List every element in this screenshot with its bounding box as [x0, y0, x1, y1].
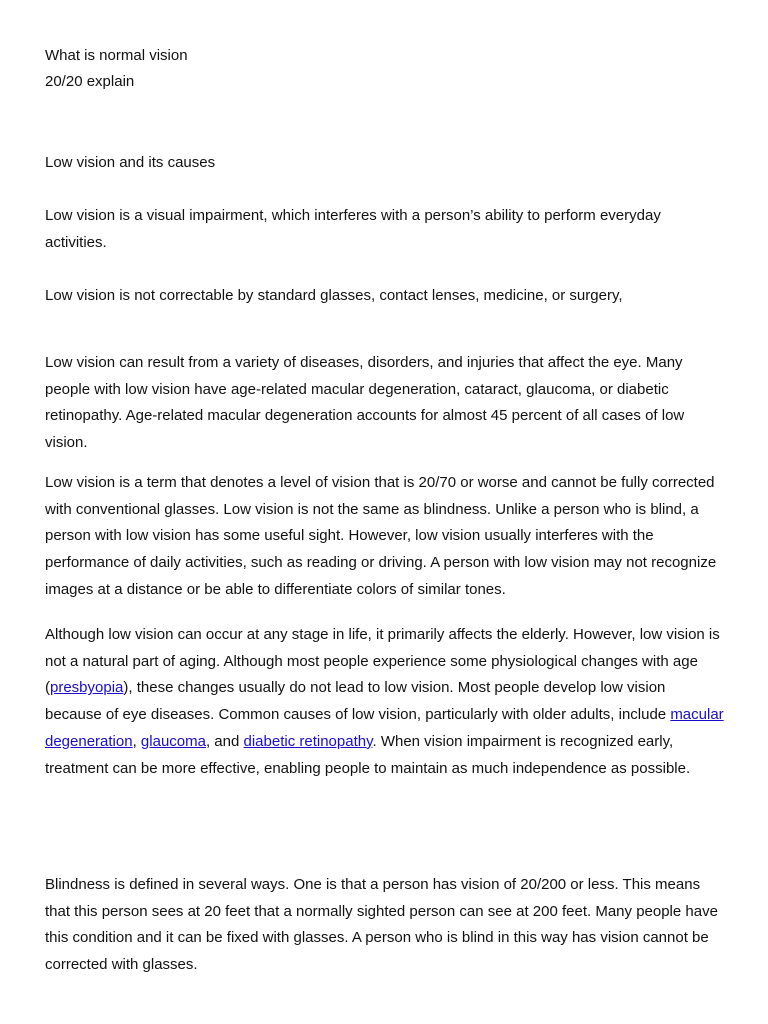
link-glaucoma[interactable]: glaucoma: [140, 732, 206, 750]
paragraph-elderly-text-3: ,: [132, 732, 141, 750]
paragraph-elderly-text-4: , and: [205, 732, 244, 750]
paragraph-causes: Low vision can result from a variety of diseases, disorders, and injuries that affect the eye. Many people with low vision have age-related macular degeneration, cataract, glaucoma, or diabetic retinopathy. Age-related macular degeneration accounts for almost 45 percent of all cases of low vision.: [45, 354, 685, 452]
header-line-20-20-explain: 20/20 explain: [45, 73, 135, 90]
section-heading-low-vision: Low vision and its causes: [45, 154, 216, 171]
paragraph-elderly-text-1: Although low vision can occur at any stage in life, it primarily affects the elderly. However, low vision is not a natural part of aging. Although most people experience some physiological changes with age (: [45, 626, 720, 697]
paragraph-elderly-text-5: . When vision impairment is recognized early, treatment can be more effective, enabling people to maintain as much independence as possible.: [45, 732, 691, 777]
paragraph-elderly: [45, 622, 725, 782]
link-macular-degeneration[interactable]: macular degeneration: [45, 706, 724, 750]
paragraph-low-vision-definition: Low vision is a visual impairment, which interferes with a person’s ability to perform everyday activities.: [45, 207, 661, 251]
paragraph-20-70-definition: Low vision is a term that denotes a level of vision that is 20/70 or worse and cannot be fully corrected with conventional glasses. Low vision is not the same as blindness. Unlike a person who is blind, a person with low vision has some useful sight. However, low vision usually interferes with the performance of daily activities, such as reading or driving. A person with low vision may not recognize images at a distance or be able to differentiate colors of similar tones.: [45, 474, 717, 598]
paragraph-elderly-text-2: ), these changes usually do not lead to low vision. Most people develop low vision because of eye diseases. Common causes of low vision, particularly with older adults, include: [45, 679, 671, 724]
paragraph-not-correctable: Low vision is not correctable by standard glasses, contact lenses, medicine, or surgery,: [45, 287, 623, 304]
link-diabetic-retinopathy[interactable]: diabetic retinopathy: [243, 732, 373, 750]
paragraph-blindness-definition: Blindness is defined in several ways. One is that a person has vision of 20/200 or less. This means that this person sees at 20 feet that a normally sighted person can see at 200 feet. Many people have this condition and it can be fixed with glasses. A person who is blind in this way has vision cannot be corrected with glasses.: [45, 876, 718, 974]
header-line-normal-vision: What is normal vision: [45, 47, 188, 64]
link-presbyopia[interactable]: presbyopia: [50, 679, 124, 697]
